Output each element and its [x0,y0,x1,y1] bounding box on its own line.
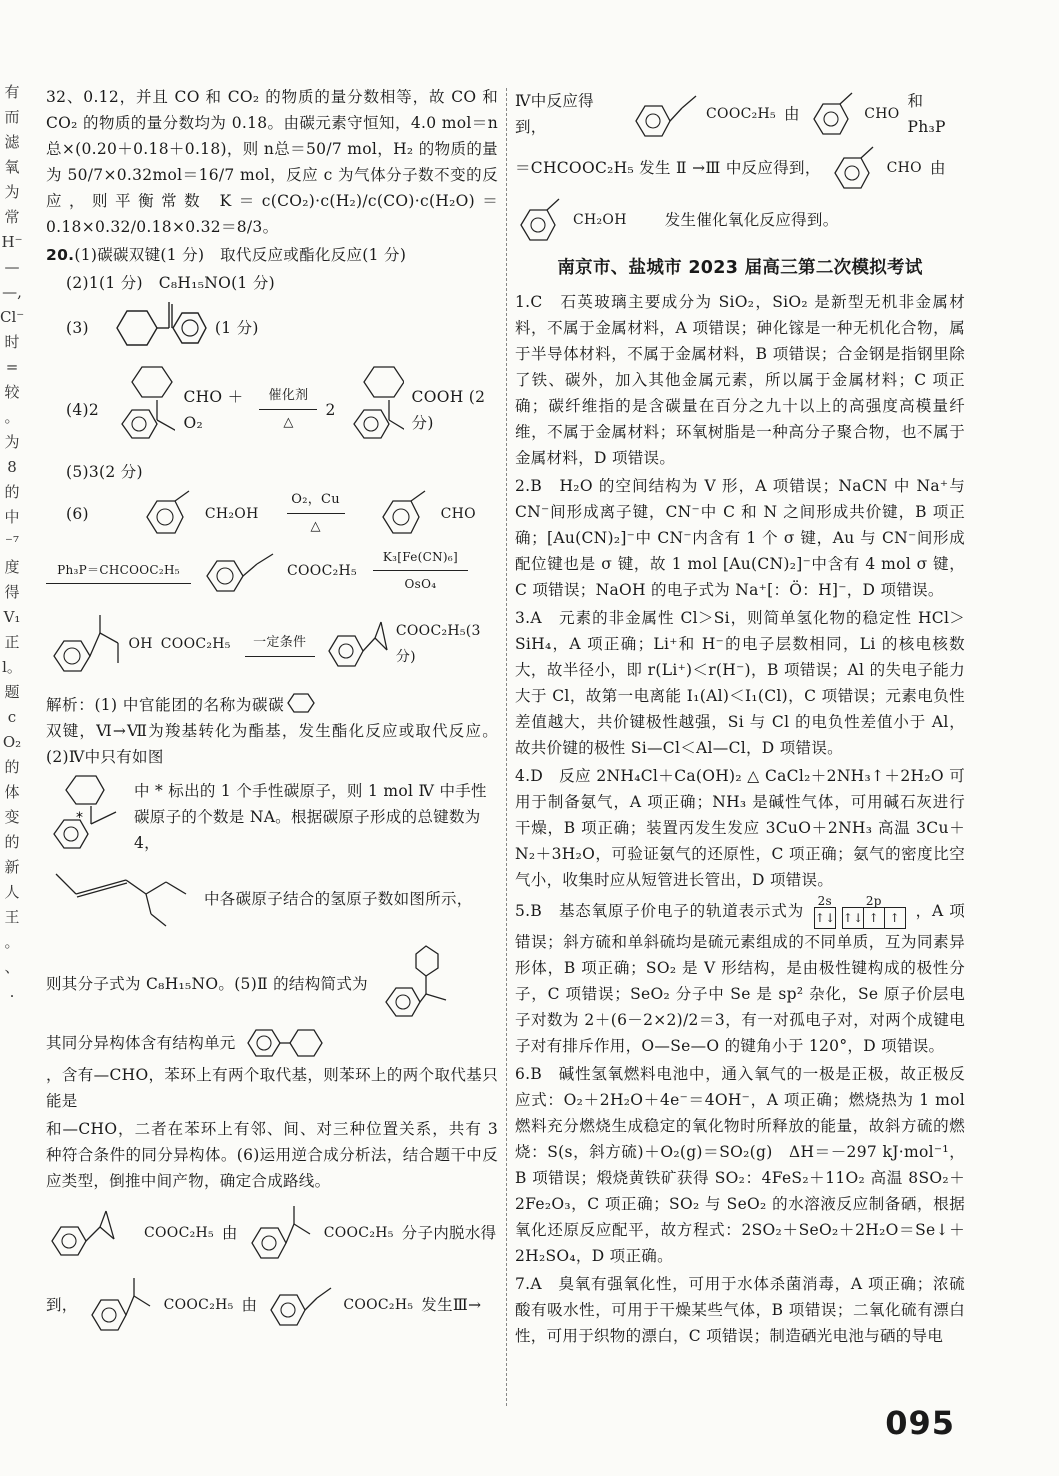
oxygen-orbital-diagram [814,895,906,929]
q20-part6-step1 [46,487,498,540]
q20-part3-label: (3) [66,319,89,337]
analysis-9-block [46,1270,498,1340]
orbital-2s-label: 2s [817,894,833,908]
right-benzyl-alcohol-structure [515,195,565,245]
analysis-5-text: 其同分异构体含有结构单元 [46,1034,236,1052]
margin-fragment: 氧 [4,158,20,176]
right-top1-text: Ⅳ中反应得到， [515,91,594,136]
right-cinnamate-label: COOC₂H₅ [706,105,776,122]
answer-5-rest: ，A 项错误；斜方硫和单斜硫均是硫元素组成的不同单质，互为同素异形体，B 项正确；SO₂ 是 V 形结构，是由极性键构成的极性分子，C 项错误；SeO₂ 分子中 Se 是 sp² 杂化，Se 原子价层电子对数为 2＋(6－2×2)/2＝3，有一对孤电子对，对两个成键电子对有排斥作用，O—Se—O 的键角小于 120°，D 项错误。 [515,902,966,1055]
orbital-2s-cell: ↑↓ [814,911,836,925]
dihydroxylation-arrow [373,544,468,597]
margin-fragment: 时 [4,333,20,351]
margin-fragment: 题 [4,683,20,701]
right-column [515,84,965,1351]
diol-oh-label: OH [128,635,153,652]
margin-fragment: Cl⁻ [0,308,25,326]
q20-part4-coef: 2 [325,400,336,419]
diol-product-label: COOC₂H₅ [163,1297,234,1313]
diene-structure [97,298,207,358]
q20-part3 [46,298,498,358]
epoxide-label: COOC₂H₅(3 分) [395,622,481,665]
q20-part6-step2 [46,544,498,597]
analysis-5-block [46,1026,498,1060]
cinnamate-label: COOC₂H₅ [287,562,357,579]
margin-fragment: — [4,258,20,276]
analysis-4-block [46,944,498,1024]
analysis-7: 和—CHO，二者在苯环上有邻、间、对三种位置关系，共有 3 种符合条件的同分异构体。(6)运用逆合成分析法，结合题干中反应类型，倒推中间产物，确定合成路线。 [46,1120,498,1190]
margin-fragment: 常 [4,208,20,226]
orbital-2p-cell: ↑ [889,911,900,925]
ketone-structure [376,944,456,1024]
svg-text:*: * [76,810,84,826]
right-benzaldehyde-label: CHO [864,105,900,122]
margin-fragment: . [9,983,15,1001]
right-top-line2 [515,143,965,193]
benzaldehyde-structure [373,489,433,539]
margin-fragment: 。 [4,933,20,951]
answer-4: 4.D 反应 2NH₄Cl＋Ca(OH)₂ △ CaCl₂＋2NH₃↑＋2H₂O 可用于制备氨气，A 项正确；NH₃ 是碱性气体，可用碱石灰进行干燥，B 项正确；装置丙发生发应 3CuO＋2NH₃ 高温 3Cu＋N₂＋3H₂O，可验证氨气的还原性，C 项正确；氨气的密度比空气小，收集时应从短管进长管出，D 项错误。 [515,767,965,889]
diol-intermediate-structure [246,1198,316,1268]
q20-part2: (2)1(1 分) C₈H₁₅NO(1 分) [66,274,275,292]
answer-1: 1.C 石英玻璃主要成分为 SiO₂，SiO₂ 是新型无机非金属材料，不属于金属材料，A 项错误；砷化镓是一种无机化合物，属于半导体材料，不属于金属材料，B 项错误；合金钢是指钢里除了铁、碳外，加入其他金属元素，所以属于金属材料；C 项正确；碳纤维指的是含碳量在百分之九十以上的高强度高模量纤维，不属于金属材料；环氧树脂是一种高分子聚合物，也不属于金属材料，D 项错误。 [515,293,965,467]
margin-fragment: 度 [4,558,20,576]
right-benzaldehyde2-structure [829,143,879,193]
margin-fragment: 8 [7,458,17,476]
catalyst-label: 催化剂 [268,388,309,403]
question-20-number: 20. [46,246,75,264]
margin-fragment: l。 [2,658,22,676]
diol-product-structure [86,1270,156,1340]
osmium-reagent: OsO₄ [404,577,437,591]
cyclohexane-icon [284,692,318,714]
analysis-8-from: 由 [221,1224,238,1242]
analysis-1-text: 解析：(1) 中官能团的名称为碳碳双键，Ⅵ→Ⅶ为羧基转化为酯基，发生酯化反应或取代反应。(2)Ⅳ中只有如图 [46,696,498,766]
q20-part6-step3 [46,601,498,686]
analysis-9-from: 由 [241,1296,258,1314]
q20-part3-score: (1 分) [214,319,259,337]
margin-fragment: 得 [4,583,20,601]
right-top2-text: ＝CHCOOC₂H₅ 发生 Ⅱ →Ⅲ 中反应得到， [515,159,821,177]
epoxide-ester-structure [46,1203,136,1263]
answer-3: 3.A 元素的非金属性 Cl＞Si，则简单氢化物的稳定性 HCl＞SiH₄，A 项正确；Li⁺和 H⁻的电子层数相同，Li 的核电核数大，故半径小，即 r(Li⁺)＜r(H⁻)，B 项错误；Al 的失电子能力大于 Cl，故第一电离能 I₁(Al)＜I₁(Cl)，C 项错误；元素电负性差值越大，共价键极性越强，Si 与 Cl 的电负性差值小于 Al，故共价键的极性 Si—Cl＜Al—Cl，D 项错误。 [515,609,965,757]
margin-fragment: 的 [4,758,20,776]
margin-fragment: O₂ [2,733,22,751]
margin-fragment: —, [2,283,22,301]
orbital-2p-label: 2p [865,894,882,908]
cinnamate-ester-label: COOC₂H₅ [343,1297,414,1313]
aldehyde-structure [107,362,175,457]
cyclization-condition: 一定条件 [253,635,307,650]
answer-7: 7.A 臭氧有强氧化性，可用于水体杀菌消毒，A 项正确；浓硫酸有吸水性，可用于干燥某些气体，B 项错误；二氧化硫有漂白性，可用于织物的漂白，C 项错误；制造硒光电池与硒的导电 [515,1275,965,1345]
answer-5-start: 5.B 基态氧原子价电子的轨道表示式为 [515,902,805,920]
orbital-2p-cell: ↑↓ [843,908,864,928]
right-top-line3 [515,195,965,245]
cinnamate-structure [199,546,279,596]
oxidation-reagent: O₂，Cu [291,492,340,507]
catalyst-arrow [259,383,317,436]
right-top3-text: 发生催化氧化反应得到。 [664,211,839,229]
margin-fragment: V₁ [3,608,21,626]
q20-part1: (1)碳碳双键(1 分) 取代反应或酯化反应(1 分) [74,246,407,264]
analysis-9-end: 发生Ⅲ→ [421,1296,482,1314]
wittig-reagent: Ph₃P＝CHCOOC₂H₅ [57,563,180,577]
wittig-arrow [46,557,191,584]
phenylcyclohexyl-structure [244,1026,334,1060]
carboxylic-acid-structure [344,362,404,457]
analysis-2-text: 中 * 标出的 1 个手性碳原子，则 1 mol Ⅳ 中手性碳原子的个数是 NA。根据碳原子形成的总键数为 4， [134,782,487,852]
margin-fragment: = [5,358,19,376]
right-top-line1 [515,86,965,141]
diol-intermediate-label: COOC₂H₅ [323,1225,394,1241]
q20-part5: (5)3(2 分) [66,463,143,481]
right-top1-end: 和 Ph₃P [907,91,946,136]
column-divider [506,88,507,1406]
q20-part4-cho: CHO ＋O₂ [183,387,244,432]
analysis-8-block [46,1198,498,1268]
epoxide-ester-label: COOC₂H₅ [144,1225,214,1241]
chiral-carbon-structure [46,772,126,862]
amine-chain-structure [46,864,196,934]
margin-fragment: 为 [4,433,20,451]
right-benzaldehyde2-label: CHO [886,160,922,176]
analysis-4-text: 则其分子式为 C₈H₁₅NO。(5)Ⅱ 的结构简式为 [46,975,368,993]
analysis-2-block [46,772,498,862]
diol-ester-label: COOC₂H₅ [160,635,231,652]
epoxide-structure [323,616,388,671]
margin-fragment: 新 [4,858,20,876]
answer-6: 6.B 碱性氢氧燃料电池中，通入氧气的一极是正极，故正极反应式：O₂＋2H₂O＋4e⁻＝4OH⁻，A 项正确；燃烧热为 1 mol 燃料充分燃烧生成稳定的氧化物时所释放的能量，故斜方硫的燃烧：S(s，斜方硫)＋O₂(g)＝SO₂(g) ΔH＝－297 kJ·mol⁻¹，B 项错误；煅烧黄铁矿获得 SO₂：4FeS₂＋11O₂ 高温 8SO₂＋2Fe₂O₃，C 项正确；SO₂ 与 SeO₂ 的水溶液反应制备硒，根据氧化还原反应配平，故方程式：2SO₂＋SeO₂＋2H₂O＝Se↓＋2H₂SO₄，D 项正确。 [515,1065,965,1265]
benzyl-alcohol-label: CH₂OH [204,505,259,522]
margin-fragment: 变 [4,808,20,826]
q20-part4-cooh: COOH (2 分) [411,387,486,432]
right-benzyl-alcohol-label: CH₂OH [573,212,627,228]
margin-fragment: H⁻ [1,233,23,251]
margin-fragment: ⁻⁷ [5,533,19,551]
cinnamate-ester-structure [265,1280,335,1330]
benzyl-alcohol-structure [137,489,197,539]
margin-fragment: 较 [4,383,20,401]
answer-5 [515,895,965,1059]
page-number: 095 [885,1404,955,1442]
right-top2-from: 由 [929,159,946,177]
analysis-6: ，含有—CHO，苯环上有两个取代基，则苯环上的两个取代基只能是 [46,1066,498,1110]
analysis-9-start: 到， [46,1296,78,1314]
margin-fragment: 而 [4,108,20,126]
margin-fragment: 中 [4,508,20,526]
margin-fragment: 。 [4,408,20,426]
left-column [46,84,498,1342]
analysis-3-block [46,864,498,934]
benzaldehyde-label: CHO [440,505,476,522]
margin-fragment: 王 [4,908,20,926]
left-margin-fragments [0,80,24,1420]
margin-fragment: 的 [4,483,20,501]
q20-part4 [46,362,498,457]
cyclization-arrow [245,630,315,657]
margin-fragment: 人 [4,883,20,901]
orbital-2p-cell: ↑ [864,908,885,928]
dihydroxylation-reagent: K₃[Fe(CN)₆] [382,550,458,564]
margin-fragment: 体 [4,783,20,801]
oxidation-arrow [287,487,345,540]
analysis-1 [46,692,498,770]
right-benzaldehyde-structure [808,89,856,139]
margin-fragment: 的 [4,833,20,851]
analysis-8-end: 分子内脱水得 [401,1224,497,1242]
margin-fragment: 为 [4,183,20,201]
answer-2: 2.B H₂O 的空间结构为 V 形，A 项错误；NaCN 中 Na⁺与 CN⁻间形成离子键，CN⁻中 C 和 N 之间形成共价键，B 项正确；[Au(CN)₂]⁻中 CN⁻内含有 1 个 σ 键，Au 与 CN⁻间形成配位键也是 σ 键，故 1 mol [Au(CN)₂]⁻中含有 4 mol σ 键，C 项错误；NaOH 的电子式为 Na⁺[：Ö：H]⁻，D 项错误。 [515,477,965,599]
analysis-3-text: 中各碳原子结合的氢原子数如图所示， [204,890,473,908]
exam-section-title: 南京市、盐城市 2023 届高三第二次模拟考试 [557,258,923,278]
right-top1-from: 由 [783,104,800,123]
margin-fragment: 正 [4,633,20,651]
heat-label: △ [283,415,294,430]
margin-fragment: 滤 [4,133,20,151]
oxidation-heat: △ [310,519,321,534]
right-cinnamate-structure [630,86,698,141]
equilibrium-paragraph: 32、0.12，并且 CO 和 CO₂ 的物质的量分数相等，故 CO 和 CO₂ 的物质的量分数均为 0.18。由碳元素守恒知，4.0 mol＝n总×(0.20＋0.18＋0.18)，则 n总＝50/7 mol，H₂ 的物质的量为 50/7×0.32mol＝16/7 mol，反应 c 为气体分子数不变的反应，则平衡常数 K＝c(CO₂)·c(H₂)/c(CO)·c(H₂O)＝0.18×0.32/0.18×0.32＝8/3。 [46,88,498,236]
margin-fragment: 有 [4,83,20,101]
margin-fragment: c [7,708,17,726]
margin-fragment: 、 [4,958,20,976]
q20-part6-label: (6) [66,504,89,523]
diol-structure [46,601,120,686]
q20-part4-label: (4)2 [66,400,100,419]
